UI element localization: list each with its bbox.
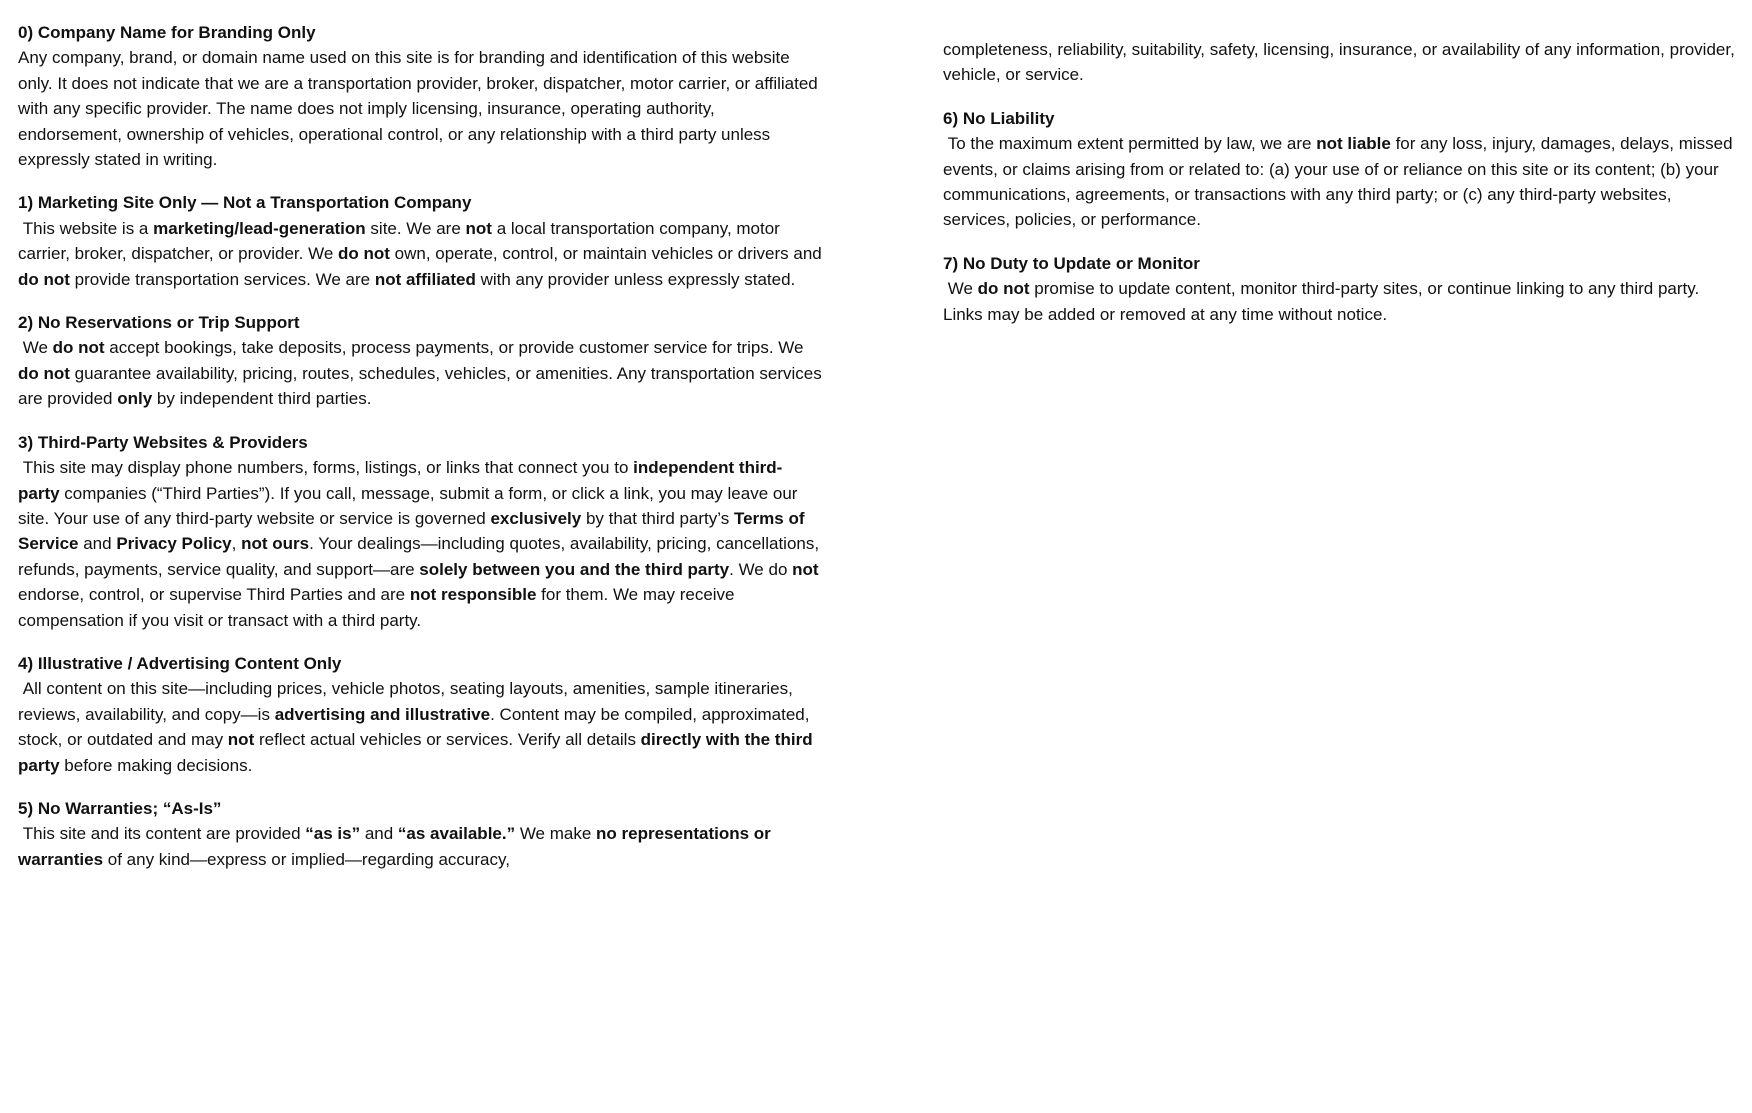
section-5-body: This site and its content are provided “as is” and “as available.” We make no representations or warranties of any kind—express or implied—regarding accuracy, — [18, 824, 776, 869]
section-6-heading: 6) No Liability — [943, 108, 1055, 128]
section-2-body: We do not accept bookings, take deposits, process payments, or provide customer service for trips. We do not guarantee availability, pricing, routes, schedules, vehicles, or amenities. Any transportation services are provided only by independent third parties. — [18, 338, 827, 409]
section-2-heading: 2) No Reservations or Trip Support — [18, 313, 300, 333]
section-0-heading: 0) Company Name for Branding Only — [18, 23, 316, 42]
section-7-body: We do not promise to update content, monitor third-party sites, or continue linking to any third party. Links may be added or removed at any time without notice. — [943, 279, 1704, 324]
left-column — [18, 0, 827, 1113]
section-1 — [18, 190, 827, 292]
section-4-heading: 4) Illustrative / Advertising Content Only — [18, 653, 342, 673]
section-1-body: This website is a marketing/lead-generation site. We are not a local transportation company, motor carrier, broker, dispatcher, or provider. We do not own, operate, control, or maintain vehicles or drivers and do not provide transportation services. We are not affiliated with any provider unless expressly stated. — [18, 218, 827, 289]
section-7 — [943, 251, 1743, 327]
section-5-continuation — [943, 37, 1743, 88]
section-5 — [18, 796, 823, 872]
section-4 — [18, 651, 823, 778]
section-6-body: To the maximum extent permitted by law, we are not liable for any loss, injury, damages, delays, missed events, or claims arising from or related to: (a) your use of or reliance on this site or its content; (b) your communications, agreements, or transactions with any third party; or (c) any third-party websites, services, policies, or performance. — [943, 134, 1738, 230]
right-column — [943, 0, 1743, 1113]
section-5-body-continued: completeness, reliability, suitability, safety, licensing, insurance, or availability of any information, provider, vehicle, or service. — [943, 40, 1740, 85]
section-1-heading: 1) Marketing Site Only — Not a Transportation Company — [18, 193, 472, 213]
section-5-heading: 5) No Warranties; “As-Is” — [18, 798, 222, 818]
section-3-body: This site may display phone numbers, forms, listings, or links that connect you to independent third-party companies (“Third Parties”). If you call, message, submit a form, or click a link, you may leave our site. Your use of any third-party website or service is governed exclusively by that third party’s Terms of Service and Privacy Policy, not ours. Your dealings—including quotes, availability, pricing, cancellations, refunds, payments, service quality, and support—are solely between you and the third party. We do not endorse, control, or supervise Third Parties and are not responsible for them. We may receive compensation if you visit or transact with a third party. — [18, 458, 824, 630]
section-0-body: Any company, brand, or domain name used on this site is for branding and identification of this website only. It does not indicate that we are a transportation provider, broker, dispatcher, motor carrier, or affiliated with any specific provider. The name does not imply licensing, insurance, operating authority, endorsement, ownership of vehicles, operational control, or any relationship with a third party unless expressly stated in writing. — [18, 48, 823, 170]
section-3-heading: 3) Third-Party Websites & Providers — [18, 432, 308, 452]
section-4-body: All content on this site—including prices, vehicle photos, seating layouts, amenities, sample itineraries, reviews, availability, and copy—is advertising and illustrative. Content may be compiled, approximated, stock, or outdated and may not reflect actual vehicles or services. Verify all details directly with the third party before making decisions. — [18, 679, 818, 775]
section-3 — [18, 430, 823, 633]
section-6 — [943, 106, 1743, 233]
section-2 — [18, 310, 827, 412]
section-7-heading: 7) No Duty to Update or Monitor — [943, 253, 1200, 273]
section-0 — [18, 20, 823, 172]
